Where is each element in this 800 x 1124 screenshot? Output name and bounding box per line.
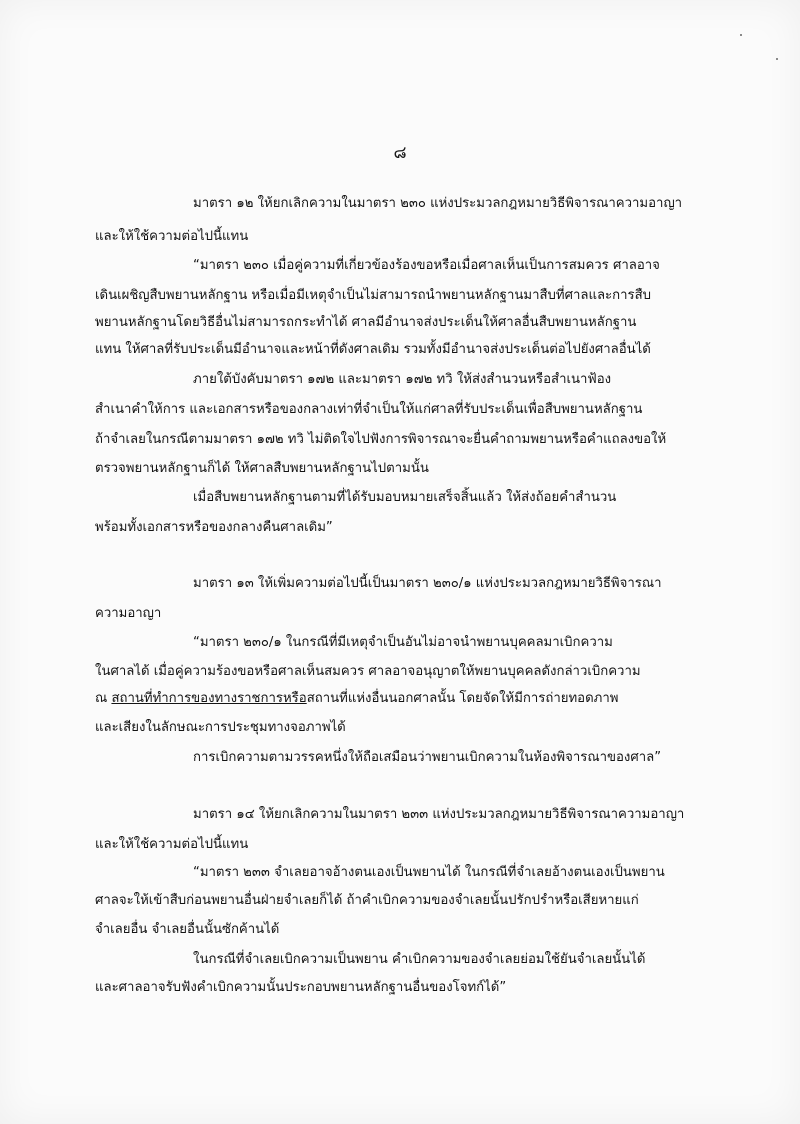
body-line: และเสียงในลักษณะการประชุมทางจอภาพได้ (95, 720, 346, 735)
body-line: ตรวจพยานหลักฐานก็ได้ ให้ศาลสืบพยานหลักฐานไปตามนั้น (95, 461, 429, 476)
scan-speck (740, 34, 742, 36)
body-line: พร้อมทั้งเอกสารหรือของกลางคืนศาลเดิม” (95, 520, 333, 535)
body-line: เดินเผชิญสืบพยานหลักฐาน หรือเมื่อมีเหตุจำเป็นไม่สามารถนำพยานหลักฐานมาสืบที่ศาลและการสืบ (95, 288, 651, 303)
body-line: และให้ใช้ความต่อไปนี้แทน (95, 837, 249, 852)
body-line: เมื่อสืบพยานหลักฐานตามที่ได้รับมอบหมายเสร็จสิ้นแล้ว ให้ส่งถ้อยคำสำนวน (193, 490, 617, 505)
body-line: จำเลยอื่น จำเลยอื่นนั้นซักค้านได้ (95, 922, 280, 937)
body-line (95, 689, 618, 709)
page-number: ๘ (393, 143, 407, 163)
body-line: “มาตรา ๒๓๓ จำเลยอาจอ้างตนเองเป็นพยานได้ ในกรณีที่จำเลยอ้างตนเองเป็นพยาน (193, 865, 665, 880)
section-14-heading: มาตรา ๑๔ ให้ยกเลิกความในมาตรา ๒๓๓ แห่งประมวลกฎหมายวิธีพิจารณาความอาญา (193, 807, 685, 822)
body-text: ณ (95, 691, 112, 706)
body-line: ภายใต้บังคับมาตรา ๑๗๒ และมาตรา ๑๗๒ ทวิ ให้ส่งสำนวนหรือสำเนาฟ้อง (193, 372, 612, 387)
section-13-heading: มาตรา ๑๓ ให้เพิ่มความต่อไปนี้เป็นมาตรา ๒๓๐/๑ แห่งประมวลกฎหมายวิธีพิจารณา (193, 576, 662, 591)
section-12-heading: มาตรา ๑๒ ให้ยกเลิกความในมาตรา ๒๓๐ แห่งประมวลกฎหมายวิธีพิจารณาความอาญา (193, 196, 683, 211)
body-line: การเบิกความตามวรรคหนึ่งให้ถือเสมือนว่าพยานเบิกความในห้องพิจารณาของศาล” (193, 750, 662, 765)
body-line: “มาตรา ๒๓๐/๑ ในกรณีที่มีเหตุจำเป็นอันไม่อาจนำพยานบุคคลมาเบิกความ (193, 635, 613, 650)
body-line: พยานหลักฐานโดยวิธีอื่นไม่สามารถกระทำได้ ศาลมีอำนาจส่งประเด็นให้ศาลอื่นสืบพยานหลักฐาน (95, 315, 637, 330)
body-line: สำเนาคำให้การ และเอกสารหรือของกลางเท่าที่จำเป็นให้แก่ศาลที่รับประเด็นเพื่อสืบพยานหลักฐาน (95, 402, 643, 417)
body-line: “มาตรา ๒๓๐ เมื่อคู่ความที่เกี่ยวข้องร้องขอหรือเมื่อศาลเห็นเป็นการสมควร ศาลอาจ (193, 258, 660, 273)
body-line: ในกรณีที่จำเลยเบิกความเป็นพยาน คำเบิกความของจำเลยย่อมใช้ยันจำเลยนั้นได้ (193, 952, 646, 967)
body-line: ความอาญา (95, 606, 162, 621)
body-line: แทน ให้ศาลที่รับประเด็นมีอำนาจและหน้าที่ดังศาลเดิม รวมทั้งมีอำนาจส่งประเด็นต่อไปยังศาลอื่นได้ (95, 342, 651, 357)
body-text: สถานที่แห่งอื่นนอกศาลนั้น โดยจัดให้มีการถ่ายทอดภาพ (306, 691, 619, 706)
body-line: ในศาลได้ เมื่อคู่ความร้องขอหรือศาลเห็นสมควร ศาลอาจอนุญาตให้พยานบุคคลดังกล่าวเบิกความ (95, 664, 641, 679)
body-line: ศาลจะให้เข้าสืบก่อนพยานอื่นฝ่ายจำเลยก็ได้ ถ้าคำเบิกความของจำเลยนั้นปรักปรำหรือเสียหายแก่ (95, 893, 639, 908)
body-line: ถ้าจำเลยในกรณีตามมาตรา ๑๗๒ ทวิ ไม่ติดใจไปฟังการพิจารณาจะยื่นคำถามพยานหรือคำแถลงขอให้ (95, 432, 667, 447)
body-line: และให้ใช้ความต่อไปนี้แทน (95, 229, 249, 244)
scan-speck (776, 58, 778, 60)
body-line: และศาลอาจรับฟังคำเบิกความนั้นประกอบพยานหลักฐานอื่นของโจทก์ได้” (95, 980, 507, 995)
underlined-text: สถานที่ทำการของทางราชการหรือ (111, 691, 307, 706)
